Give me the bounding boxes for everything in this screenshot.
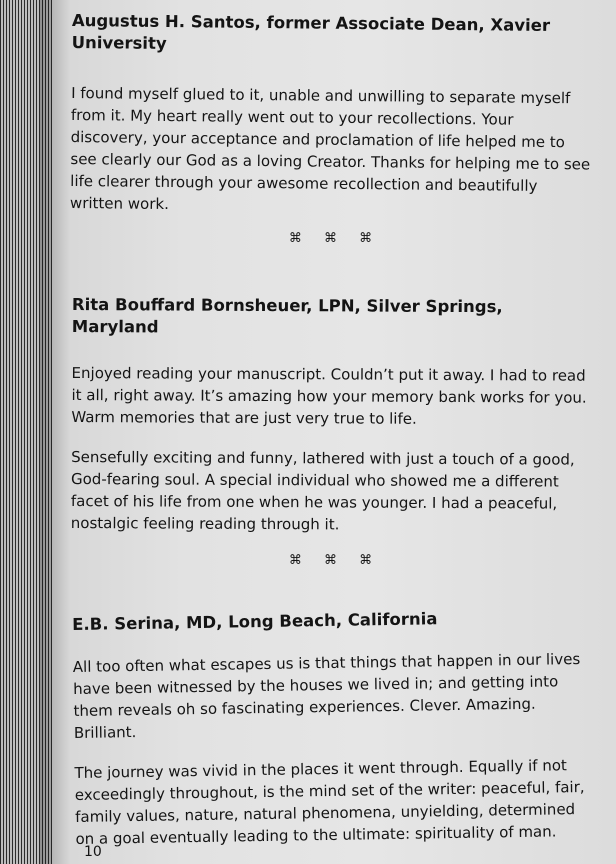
section-separator: ⌘ ⌘ ⌘ (288, 553, 382, 568)
testimonial-santos (70, 10, 592, 219)
testimonial-paragraph: The journey was vivid in the places it went through. Equally if not exceedingly throughout, is the mind set of the writer: peaceful, fair, family values, nature, natural phenomena, unyielding, determined on a goal eventually leading to the ultimate: spirituality of man. (74, 756, 585, 848)
testimonial-bornsheuer (71, 294, 592, 537)
testimonial-heading: E.B. Serina, MD, Long Beach, California (72, 609, 438, 634)
testimonial-paragraph: All too often what escapes us is that things that happen in our lives have been witnessed by the houses we lived in; and getting into them reveals oh so fascinating experiences. Clever. Amazing. Brilliant. (72, 650, 581, 742)
testimonial-paragraph: I found myself glued to it, unable and unwilling to separate myself from it. My heart really went out to your recollections. Your discovery, your acceptance and proclamation of life helped me to see clearly our God as a loving Creator. Thanks for helping me to see life clearer through your awesome recollection and beautifully written work. (69, 83, 591, 214)
testimonial-paragraph: Enjoyed reading your manuscript. Couldn’t put it away. I had to read it all, right away. It’s amazing how your memory bank works for you. Warm memories that are just very true to life. (71, 363, 587, 428)
section-separator: ⌘ ⌘ ⌘ (288, 231, 382, 246)
testimonial-paragraph: Sensefully exciting and funny, lathered with just a touch of a good, God-fearing soul. A special individual who showed me a different facet of his life from one when he was younger. I had a peaceful, nostalgic feeling reading through it. (70, 447, 575, 534)
testimonial-heading: Augustus H. Santos, former Associate Dean, Xavier University (71, 10, 551, 53)
page-number: 10 (84, 844, 102, 860)
testimonial-heading: Rita Bouffard Bornsheuer, LPN, Silver Springs, Maryland (71, 295, 503, 337)
testimonial-serina (72, 606, 596, 850)
